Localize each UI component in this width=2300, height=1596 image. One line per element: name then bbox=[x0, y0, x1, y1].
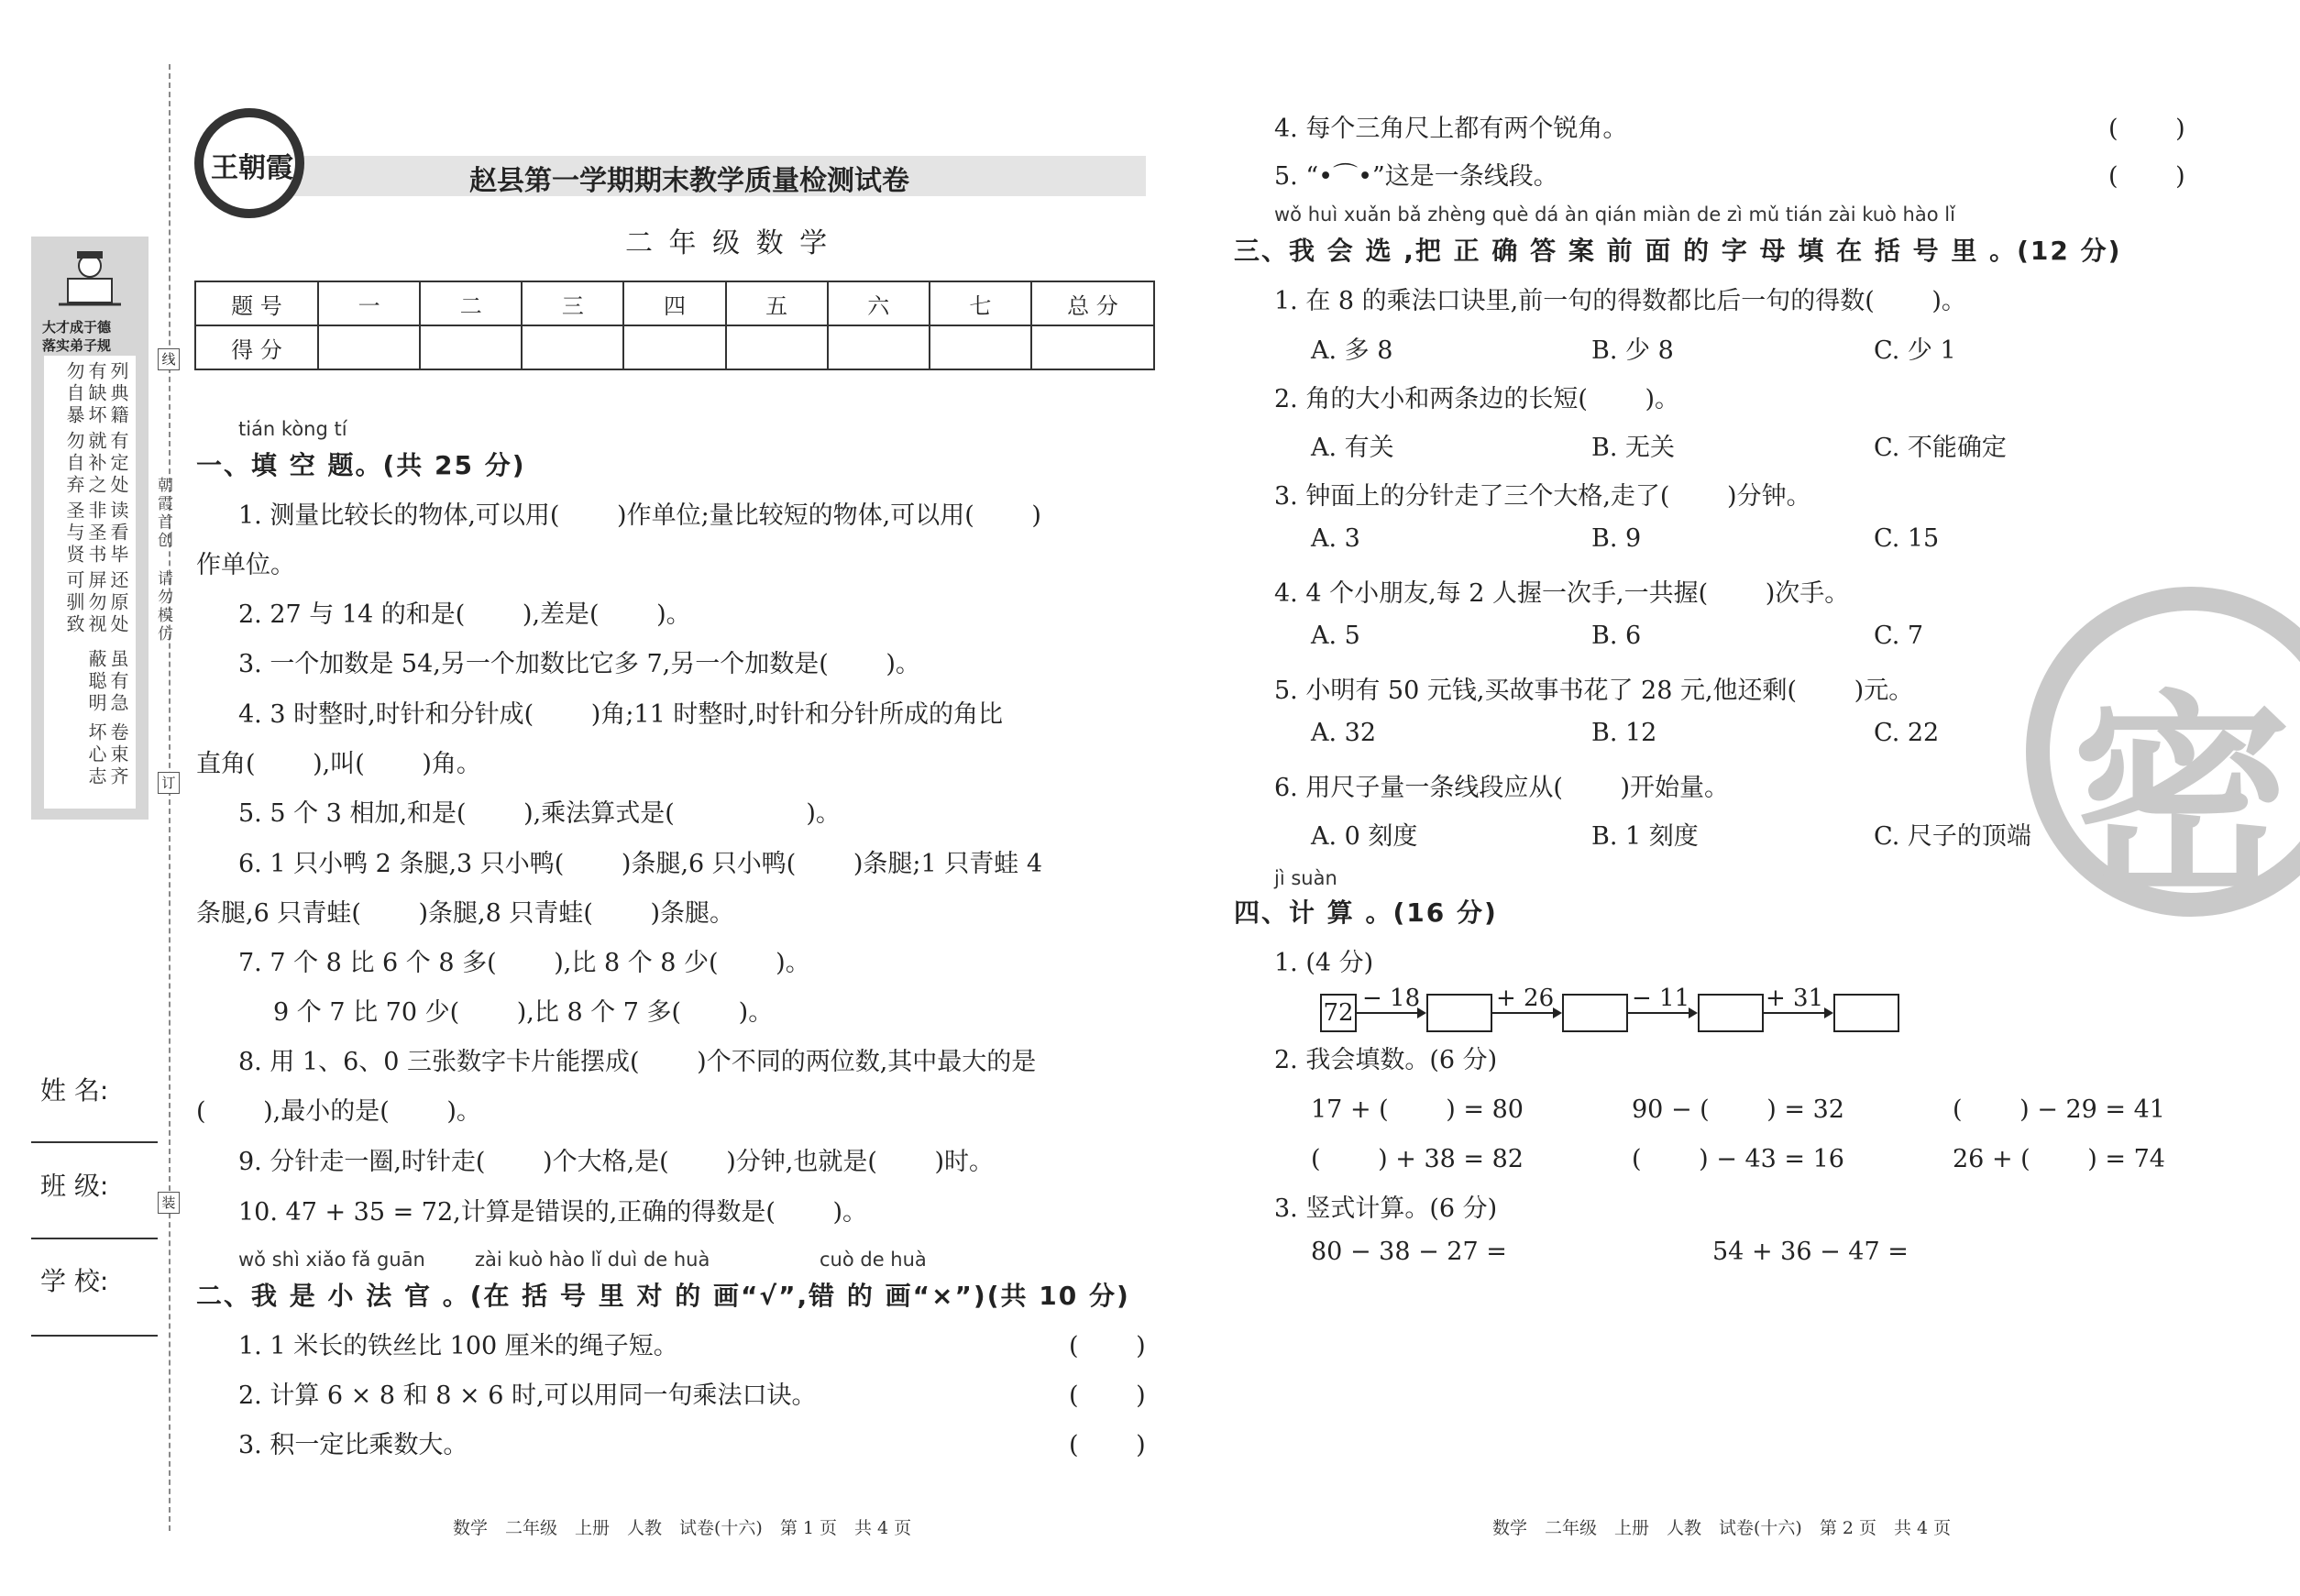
section2-pinyin: zài kuò hào lǐ duì de huà bbox=[475, 1249, 710, 1271]
motto-col: 有定处 bbox=[107, 431, 129, 497]
choice-question: 3. 钟面上的分针走了三个大格,走了( )分钟。 bbox=[1274, 482, 1811, 511]
fill-expression: 90 − ( ) = 32 bbox=[1632, 1095, 1844, 1124]
option-c: C. 22 bbox=[1874, 719, 1940, 747]
motto-col: 坏心志 bbox=[85, 722, 107, 788]
fill-expression: ( ) + 38 = 82 bbox=[1311, 1145, 1524, 1173]
motto-col: 勿自弃 bbox=[63, 431, 85, 497]
score-cell: 二 bbox=[420, 281, 522, 325]
score-cell: 四 bbox=[623, 281, 725, 325]
question-line: 3. 一个加数是 54,另一个加数比它多 7,另一个加数是( )。 bbox=[238, 650, 920, 678]
class-label: 班 级: bbox=[40, 1171, 109, 1201]
question-line: 9. 分针走一圈,时针走( )个大格,是( )分钟,也就是( )时。 bbox=[238, 1148, 995, 1176]
score-cell: 题 号 bbox=[195, 281, 318, 325]
vertical-calc: 80 − 38 − 27 = bbox=[1311, 1238, 1507, 1266]
fill-expression: 26 + ( ) = 74 bbox=[1953, 1145, 2165, 1173]
question-line: 5. 5 个 3 相加,和是( ),乘法算式是( )。 bbox=[238, 799, 841, 828]
exam-subtitle: 二 年 级 数 学 bbox=[625, 227, 831, 259]
binding-mark: 装 bbox=[158, 1192, 180, 1214]
chain-start-box: 72 bbox=[1320, 994, 1357, 1032]
calc-question-3: 3. 竖式计算。(6 分) bbox=[1274, 1194, 1498, 1223]
score-cell: 总 分 bbox=[1031, 281, 1154, 325]
judge-item: 5. “•⌒•”这是一条线段。 bbox=[1274, 162, 1558, 191]
chain-arrow bbox=[1355, 1012, 1425, 1014]
chain-arrow bbox=[1626, 1012, 1696, 1014]
option-c: C. 不能确定 bbox=[1874, 434, 2007, 462]
judge-item: 3. 积一定比乘数大。 bbox=[238, 1431, 468, 1459]
page-footer-left: 数学 二年级 上册 人教 试卷(十六) 第 1 页 共 4 页 bbox=[453, 1518, 912, 1538]
chain-arrow bbox=[1762, 1012, 1832, 1014]
motto-sidebar bbox=[31, 237, 149, 820]
section3-pinyin: wǒ huì xuǎn bǎ zhèng què dá àn qián miàn de zì mǔ tián zài kuò hào lǐ bbox=[1274, 204, 1955, 226]
section4-pinyin: jì suàn bbox=[1274, 867, 1337, 889]
answer-paren[interactable]: ( ) bbox=[2108, 162, 2185, 191]
option-b: B. 1 刻度 bbox=[1591, 822, 1699, 851]
section3-title: 三、我 会 选 ,把 正 确 答 案 前 面 的 字 母 填 在 括 号 里 。(12 分) bbox=[1234, 236, 2122, 266]
choice-question: 1. 在 8 的乘法口诀里,前一句的得数都比后一句的得数( )。 bbox=[1274, 287, 1966, 315]
question-line: 7. 7 个 8 比 6 个 8 多( ),比 8 个 8 少( )。 bbox=[238, 949, 810, 977]
score-input[interactable] bbox=[828, 325, 930, 369]
page-footer-right: 数学 二年级 上册 人教 试卷(十六) 第 2 页 共 4 页 bbox=[1492, 1518, 1952, 1538]
chain-op: + 26 bbox=[1496, 985, 1555, 1012]
motto-col: 非圣书 bbox=[85, 501, 107, 567]
motto-col: 还原处 bbox=[107, 570, 129, 636]
score-cell: 五 bbox=[726, 281, 828, 325]
score-input[interactable] bbox=[318, 325, 420, 369]
chain-answer-box[interactable] bbox=[1562, 994, 1628, 1032]
score-cell: 六 bbox=[828, 281, 930, 325]
chain-answer-box[interactable] bbox=[1426, 994, 1492, 1032]
binding-mark: 订 bbox=[158, 772, 180, 794]
option-c: C. 少 1 bbox=[1874, 336, 1956, 365]
logo-text: 王朝霞 bbox=[211, 152, 293, 184]
option-a: A. 多 8 bbox=[1311, 336, 1393, 365]
name-label: 姓 名: bbox=[40, 1075, 109, 1106]
chain-answer-box[interactable] bbox=[1833, 994, 1899, 1032]
score-table-header-row bbox=[195, 281, 1154, 325]
score-input[interactable] bbox=[420, 325, 522, 369]
option-a: A. 5 bbox=[1311, 622, 1360, 650]
calc-question-2: 2. 我会填数。(6 分) bbox=[1274, 1046, 1498, 1074]
side-note: 朝霞首创 bbox=[154, 477, 172, 550]
motto-col: 列典籍 bbox=[107, 361, 129, 427]
motto-col: 卷束齐 bbox=[107, 722, 129, 788]
score-input[interactable] bbox=[726, 325, 828, 369]
score-cell: 得 分 bbox=[195, 325, 318, 369]
motto-columns bbox=[44, 356, 136, 809]
section2-pinyin: cuò de huà bbox=[820, 1249, 927, 1271]
option-b: B. 12 bbox=[1591, 719, 1657, 747]
score-input[interactable] bbox=[522, 325, 623, 369]
section2-title: 二、我 是 小 法 官 。(在 括 号 里 对 的 画“√”,错 的 画“×”)(共 10 分) bbox=[196, 1281, 1130, 1311]
motto-line-1: 大才成于德 bbox=[42, 319, 112, 336]
fill-expression: ( ) − 43 = 16 bbox=[1632, 1145, 1844, 1173]
option-c: C. 7 bbox=[1874, 622, 1924, 650]
fill-expression: ( ) − 29 = 41 bbox=[1953, 1095, 2165, 1124]
score-cell: 三 bbox=[522, 281, 623, 325]
answer-paren[interactable]: ( ) bbox=[1069, 1381, 1146, 1410]
side-note: 请勿模仿 bbox=[154, 570, 172, 644]
option-a: A. 32 bbox=[1311, 719, 1377, 747]
motto-col: 读看毕 bbox=[107, 501, 129, 567]
option-a: A. 有关 bbox=[1311, 434, 1394, 462]
motto-col: 可驯致 bbox=[63, 570, 85, 636]
judge-item: 1. 1 米长的铁丝比 100 厘米的绳子短。 bbox=[238, 1332, 678, 1360]
question-line: 直角( ),叫( )角。 bbox=[196, 750, 481, 778]
judge-item: 4. 每个三角尺上都有两个锐角。 bbox=[1274, 115, 1628, 143]
question-line: 作单位。 bbox=[196, 551, 295, 579]
school-label: 学 校: bbox=[40, 1266, 109, 1296]
calc-question-1: 1. (4 分) bbox=[1274, 949, 1374, 977]
motto-col: 屏勿视 bbox=[85, 570, 107, 636]
answer-paren[interactable]: ( ) bbox=[2108, 115, 2185, 143]
chain-op: + 31 bbox=[1766, 985, 1824, 1012]
score-input[interactable] bbox=[1031, 325, 1154, 369]
score-cell: 七 bbox=[930, 281, 1031, 325]
option-c: C. 15 bbox=[1874, 524, 1940, 553]
choice-question: 5. 小明有 50 元钱,买故事书花了 28 元,他还剩( )元。 bbox=[1274, 677, 1914, 705]
name-field[interactable] bbox=[31, 1141, 158, 1143]
confidential-seal-char: 密 bbox=[2072, 672, 2293, 929]
chain-op: − 18 bbox=[1362, 985, 1421, 1012]
question-line: 8. 用 1、6、0 三张数字卡片能摆成( )个不同的两位数,其中最大的是 bbox=[238, 1048, 1037, 1076]
section1-pinyin: tián kòng tí bbox=[238, 418, 347, 440]
answer-paren[interactable]: ( ) bbox=[1069, 1332, 1146, 1360]
option-b: B. 6 bbox=[1591, 622, 1642, 650]
score-input[interactable] bbox=[623, 325, 725, 369]
option-a: A. 3 bbox=[1311, 524, 1360, 553]
fill-expression: 17 + ( ) = 80 bbox=[1311, 1095, 1524, 1124]
question-line: 2. 27 与 14 的和是( ),差是( )。 bbox=[238, 600, 691, 629]
question-line: 6. 1 只小鸭 2 条腿,3 只小鸭( )条腿,6 只小鸭( )条腿;1 只青蛙 4 bbox=[238, 850, 1043, 878]
motto-col: 就补之 bbox=[85, 431, 107, 497]
motto-col: 蔽聪明 bbox=[85, 649, 107, 715]
binding-mark: 线 bbox=[158, 348, 180, 370]
answer-paren[interactable]: ( ) bbox=[1069, 1431, 1146, 1459]
option-b: B. 少 8 bbox=[1591, 336, 1674, 365]
question-line: 9 个 7 比 70 少( ),比 8 个 7 多( )。 bbox=[273, 998, 774, 1027]
chain-arrow bbox=[1491, 1012, 1560, 1014]
class-field[interactable] bbox=[31, 1238, 158, 1239]
question-line: 条腿,6 只青蛙( )条腿,8 只青蛙( )条腿。 bbox=[196, 899, 734, 928]
motto-col: 虽有急 bbox=[107, 649, 129, 715]
option-b: B. 9 bbox=[1591, 524, 1642, 553]
chain-answer-box[interactable] bbox=[1698, 994, 1764, 1032]
motto-col: 圣与贤 bbox=[63, 501, 85, 567]
section1-title: 一、填 空 题。(共 25 分) bbox=[196, 450, 526, 480]
school-field[interactable] bbox=[31, 1335, 158, 1337]
judge-item: 2. 计算 6 × 8 和 8 × 6 时,可以用同一句乘法口诀。 bbox=[238, 1381, 817, 1410]
score-input[interactable] bbox=[930, 325, 1031, 369]
score-cell: 一 bbox=[318, 281, 420, 325]
option-b: B. 无关 bbox=[1591, 434, 1676, 462]
question-line: 1. 测量比较长的物体,可以用( )作单位;量比较短的物体,可以用( ) bbox=[238, 501, 1041, 530]
exam-title: 赵县第一学期期末教学质量检测试卷 bbox=[469, 165, 909, 197]
section4-title: 四、计 算 。(16 分) bbox=[1234, 897, 1498, 928]
motto-col: 有缺坏 bbox=[85, 361, 107, 427]
choice-question: 6. 用尺子量一条线段应从( )开始量。 bbox=[1274, 774, 1729, 802]
question-line: ( ),最小的是( )。 bbox=[196, 1097, 481, 1126]
question-line: 4. 3 时整时,时针和分针成( )角;11 时整时,时针和分针所成的角比 bbox=[238, 700, 1003, 729]
score-table bbox=[194, 281, 1155, 370]
section2-pinyin: wǒ shì xiǎo fǎ guān bbox=[238, 1249, 425, 1271]
option-a: A. 0 刻度 bbox=[1311, 822, 1418, 851]
motto-col: 勿自暴 bbox=[63, 361, 85, 427]
question-line: 10. 47 + 35 = 72,计算是错误的,正确的得数是( )。 bbox=[238, 1198, 867, 1227]
option-c: C. 尺子的顶端 bbox=[1874, 822, 2031, 851]
vertical-calc: 54 + 36 − 47 = bbox=[1712, 1238, 1909, 1266]
choice-question: 2. 角的大小和两条边的长短( )。 bbox=[1274, 385, 1679, 413]
scholar-illustration bbox=[50, 248, 130, 312]
motto-line-2: 落实弟子规 bbox=[42, 337, 112, 354]
binding-line bbox=[169, 64, 171, 1531]
choice-question: 4. 4 个小朋友,每 2 人握一次手,一共握( )次手。 bbox=[1274, 579, 1850, 608]
chain-op: − 11 bbox=[1632, 985, 1690, 1012]
score-table-score-row bbox=[195, 325, 1154, 369]
